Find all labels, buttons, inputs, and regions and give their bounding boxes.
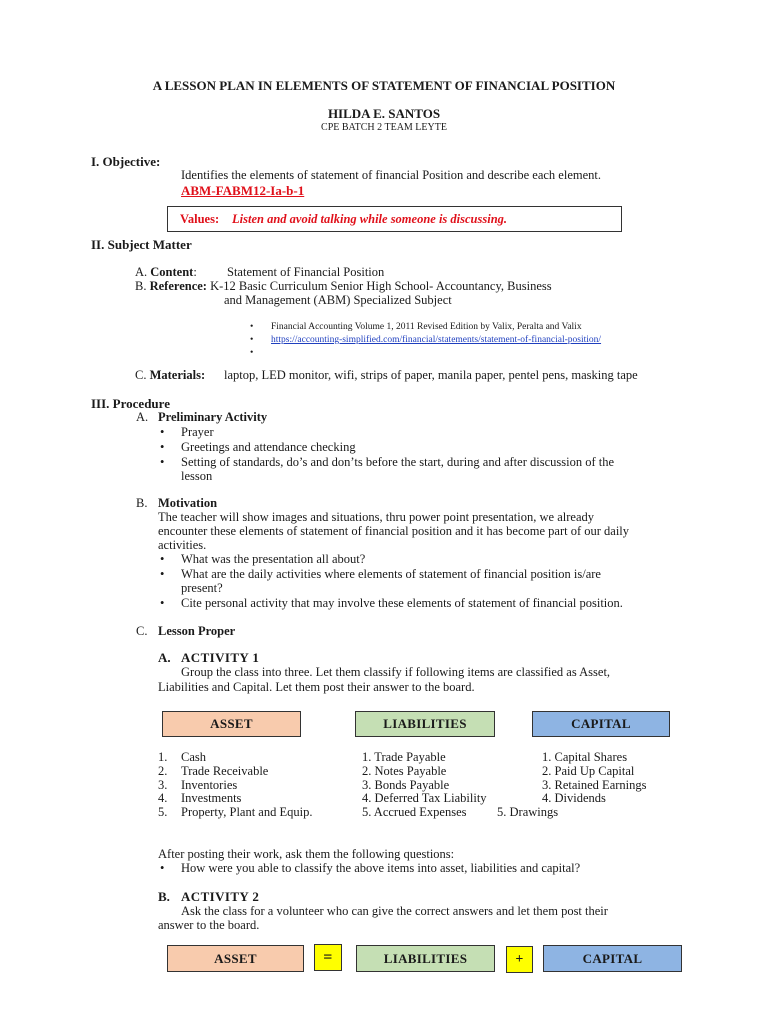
list-item bbox=[181, 455, 614, 469]
capital-item: 4. Dividends bbox=[542, 791, 606, 805]
capital-item: 1. Capital Shares bbox=[542, 750, 628, 764]
liability-item: 3. Bonds Payable bbox=[362, 778, 450, 792]
capital-item: 5. Drawings bbox=[497, 805, 559, 819]
capital-box: CAPITAL bbox=[532, 711, 670, 737]
activity1-prefix: A. bbox=[158, 650, 171, 665]
list-item-continued: present? bbox=[181, 581, 223, 595]
subject-heading: II. Subject Matter bbox=[91, 237, 192, 252]
list-item bbox=[181, 552, 365, 566]
asset-item: 4. Investments bbox=[158, 791, 242, 805]
activity2-text-1: Ask the class for a volunteer who can give the correct answers and let them post their bbox=[181, 904, 608, 918]
reference-prefix: B. bbox=[135, 279, 147, 293]
list-item-text: Prayer bbox=[181, 425, 214, 439]
list-item bbox=[181, 440, 356, 454]
question-intro: After posting their work, ask them the following questions: bbox=[158, 847, 455, 861]
asset-box: ASSET bbox=[162, 711, 301, 737]
liability-item: 5. Accrued Expenses bbox=[362, 805, 467, 819]
section-b-title: Motivation bbox=[158, 496, 218, 510]
capital-equation-box: CAPITAL bbox=[543, 945, 682, 972]
asset-equation-box: ASSET bbox=[167, 945, 304, 972]
objective-heading: I. Objective: bbox=[91, 154, 161, 169]
motivation-para-1: The teacher will show images and situations, thru power point presentation, we already bbox=[158, 510, 594, 524]
reference-line1: K-12 Basic Curriculum Senior High School- Accountancy, Business bbox=[210, 279, 552, 293]
ref-item-1-text: Financial Accounting Volume 1, 2011 Revised Edition by Valix, Peralta and Valix bbox=[271, 322, 582, 332]
activity1-text-1: Group the class into three. Let them classify if following items are classified as Asset, bbox=[181, 665, 611, 679]
materials-value: laptop, LED monitor, wifi, strips of paper, manila paper, pentel pens, masking tape bbox=[224, 368, 638, 382]
liabilities-box: LIABILITIES bbox=[355, 711, 495, 737]
document-title: A LESSON PLAN IN ELEMENTS OF STATEMENT OF FINANCIAL POSITION bbox=[152, 78, 616, 93]
asset-item: 1. Cash bbox=[158, 750, 206, 764]
materials-label: Materials: bbox=[149, 368, 206, 382]
materials-prefix: C. bbox=[135, 368, 147, 382]
list-item bbox=[181, 425, 214, 439]
list-item bbox=[181, 596, 623, 610]
liability-item: 2. Notes Payable bbox=[362, 764, 447, 778]
list-item-continued: lesson bbox=[181, 469, 213, 483]
motivation-para-2: encounter these elements of statement of financial position and it has become part of our daily bbox=[158, 524, 630, 538]
reference-line2: and Management (ABM) Specialized Subject bbox=[224, 293, 452, 307]
content-prefix: A. bbox=[135, 265, 148, 279]
plus-box: + bbox=[506, 946, 533, 973]
section-a-title: Preliminary Activity bbox=[158, 410, 268, 424]
content-label: Content bbox=[150, 265, 194, 279]
motivation-para-3: activities. bbox=[158, 538, 207, 552]
batch-label: CPE BATCH 2 TEAM LEYTE bbox=[321, 122, 447, 133]
section-c-prefix: C. bbox=[136, 624, 148, 638]
capital-item: 2. Paid Up Capital bbox=[542, 764, 635, 778]
liability-item: 1. Trade Payable bbox=[362, 750, 446, 764]
list-item-text: Setting of standards, do’s and don’ts before the start, during and after discussion of the bbox=[181, 455, 615, 469]
asset-item: 3. Inventories bbox=[158, 778, 238, 792]
activity1-text-2: Liabilities and Capital. Let them post their answer to the board. bbox=[158, 680, 475, 694]
equals-box: = bbox=[314, 944, 342, 971]
list-item-text: What was the presentation all about? bbox=[181, 552, 366, 566]
objective-code: ABM-FABM12-Ia-b-1 bbox=[181, 183, 305, 198]
objective-text: Identifies the elements of statement of financial Position and describe each element. bbox=[181, 168, 601, 182]
list-item-text: Cite personal activity that may involve these elements of statement of financial position. bbox=[181, 596, 623, 610]
content-colon: : bbox=[193, 265, 197, 279]
content-value: Statement of Financial Position bbox=[227, 265, 385, 279]
reference-link[interactable]: https://accounting-simplified.com/financial/statements/statement-of-financial-position/ bbox=[271, 335, 602, 345]
ref-item-1 bbox=[271, 321, 582, 333]
values-label: Values: bbox=[180, 212, 220, 226]
procedure-heading: III. Procedure bbox=[91, 396, 170, 411]
list-item-text: What are the daily activities where elements of statement of financial position is/are bbox=[181, 567, 601, 581]
liability-item: 4. Deferred Tax Liability bbox=[362, 791, 487, 805]
asset-item: 2. Trade Receivable bbox=[158, 764, 269, 778]
section-b-prefix: B. bbox=[136, 496, 148, 510]
list-item bbox=[181, 861, 580, 875]
author-name: HILDA E. SANTOS bbox=[327, 106, 441, 121]
activity1-title: ACTIVITY 1 bbox=[181, 650, 260, 665]
list-item-text: How were you able to classify the above items into asset, liabilities and capital? bbox=[181, 861, 581, 875]
reference-label: Reference: bbox=[149, 279, 207, 293]
section-a-prefix: A. bbox=[136, 410, 149, 424]
ref-item-2 bbox=[271, 334, 601, 346]
section-c-title: Lesson Proper bbox=[158, 624, 236, 638]
values-text: Listen and avoid talking while someone is discussing. bbox=[232, 212, 508, 226]
asset-item: 5. Property, Plant and Equip. bbox=[158, 805, 313, 819]
values-box bbox=[167, 206, 622, 232]
activity2-prefix: B. bbox=[158, 889, 170, 904]
activity2-text-2: answer to the board. bbox=[158, 918, 260, 932]
liabilities-equation-box: LIABILITIES bbox=[356, 945, 495, 972]
activity2-title: ACTIVITY 2 bbox=[181, 889, 260, 904]
content-row bbox=[135, 265, 197, 279]
list-item bbox=[181, 567, 601, 581]
reference-row bbox=[135, 279, 552, 293]
materials-row bbox=[135, 368, 205, 382]
capital-item: 3. Retained Earnings bbox=[542, 778, 647, 792]
list-item-text: Greetings and attendance checking bbox=[181, 440, 356, 454]
